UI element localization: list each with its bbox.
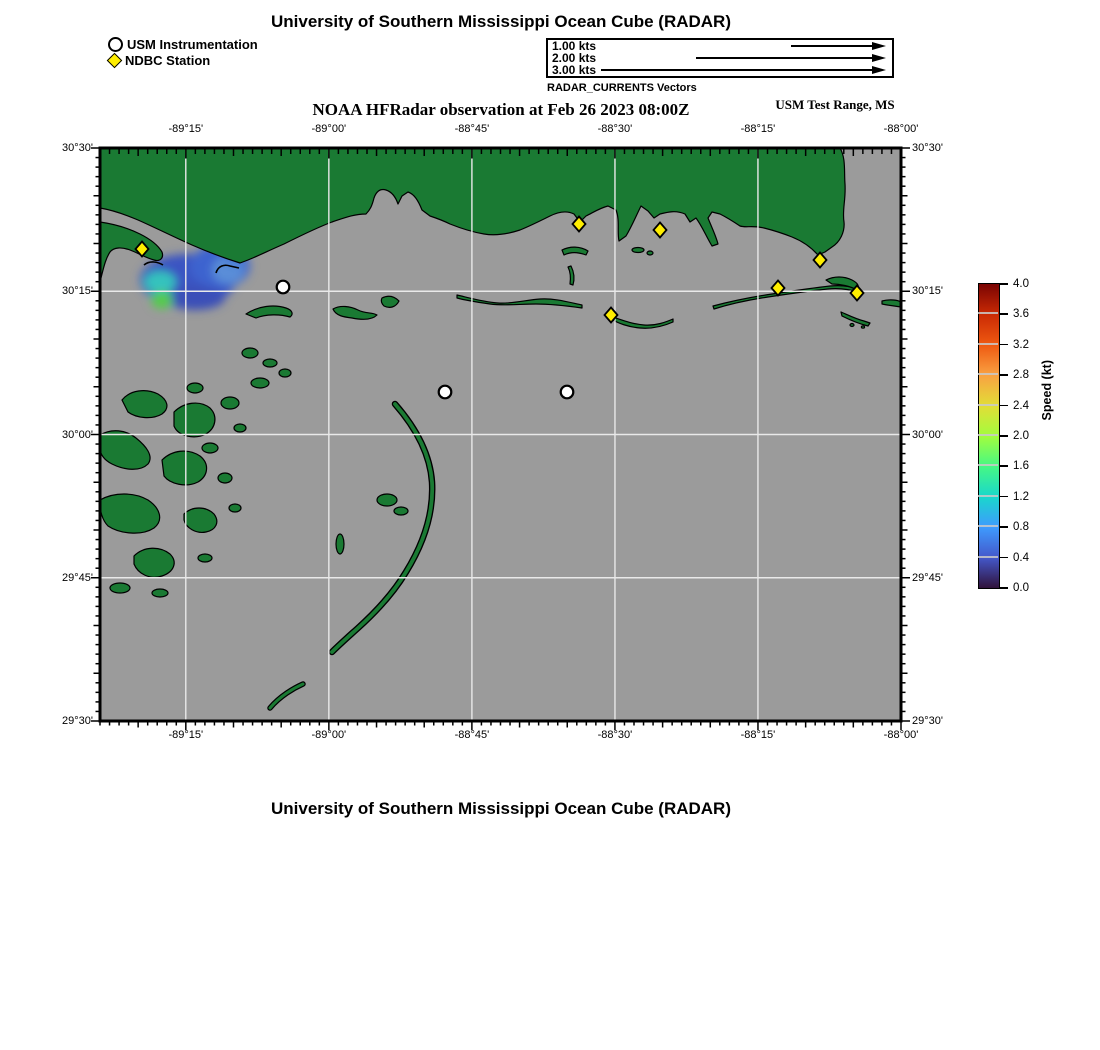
legend-row-usm — [108, 36, 258, 52]
test-range-label: USM Test Range, MS — [775, 97, 895, 112]
vector-scale-caption: RADAR_CURRENTS Vectors — [547, 82, 697, 94]
colorbar-gridline — [978, 343, 998, 345]
colorbar-gridline — [978, 495, 998, 497]
map-area — [100, 148, 901, 721]
axis-tick-label: -88°15' — [740, 123, 776, 135]
colorbar-gridline — [978, 404, 998, 406]
islet-dot — [861, 326, 864, 328]
marsh-dot — [110, 583, 130, 593]
vector-scale-arrow — [791, 42, 886, 50]
colorbar-tick — [1000, 344, 1008, 346]
vector-scale-row — [552, 64, 888, 76]
marsh-dot — [198, 554, 212, 562]
axis-tick-label: 29°45' — [912, 571, 943, 584]
marsh-blob — [174, 403, 215, 437]
colorbar-gridline — [978, 525, 998, 527]
marsh-dot — [229, 504, 241, 512]
axis-tick-label: -89°00' — [311, 729, 347, 741]
usm-instrument-marker — [277, 281, 290, 294]
legend-usm-label: USM Instrumentation — [127, 36, 258, 52]
colorbar-tick — [1000, 283, 1008, 285]
legend-ndbc-label: NDBC Station — [125, 52, 211, 68]
marsh-dot — [279, 369, 291, 377]
colorbar-tick-label: 2.0 — [1013, 430, 1029, 442]
vector-scale-box — [546, 38, 894, 78]
colorbar-gridline — [978, 556, 998, 558]
axis-tick-label: -89°15' — [168, 729, 204, 741]
colorbar-tick — [1000, 405, 1008, 407]
marsh-dot — [242, 348, 258, 358]
islet-dot — [647, 251, 653, 255]
colorbar — [978, 283, 1000, 589]
chandeleur-islet — [394, 507, 408, 515]
colorbar-tick-label: 3.2 — [1013, 338, 1029, 351]
axis-tick-label: 30°30' — [62, 142, 93, 154]
colorbar-gridline — [978, 434, 998, 436]
chandeleur-islet — [377, 494, 397, 506]
colorbar-tick — [1000, 496, 1008, 498]
observation-subtitle: NOAA HFRadar observation at Feb 26 2023 08:00Z — [312, 100, 690, 119]
arrowhead-icon — [872, 54, 886, 62]
axis-tick-label: -88°45' — [454, 123, 490, 135]
marsh-dot — [251, 378, 269, 388]
marsh-dot — [152, 589, 168, 597]
axis-tick-label: -88°00' — [883, 729, 919, 741]
axis-tick-label: 30°30' — [912, 142, 943, 154]
colorbar-gridline — [978, 373, 998, 375]
colorbar-tick — [1000, 587, 1008, 589]
usm-instrument-marker — [439, 386, 452, 399]
axis-tick-label: 29°30' — [62, 715, 93, 727]
axis-tick-label: 30°15' — [912, 285, 943, 298]
marsh-blob — [134, 548, 174, 577]
legend-row-ndbc — [108, 52, 258, 68]
axis-tick-label: -89°00' — [311, 123, 347, 135]
colorbar-gridline — [978, 464, 998, 466]
arrowhead-icon — [872, 42, 886, 50]
marsh-dot — [187, 383, 203, 393]
colorbar-tick-label: 0.8 — [1013, 521, 1029, 534]
colorbar-tick — [1000, 465, 1008, 467]
chandeleur-islet — [336, 534, 344, 554]
axis-tick-label: -89°15' — [168, 123, 204, 135]
marsh-dot — [263, 359, 277, 367]
colorbar-tick-label: 1.2 — [1013, 490, 1029, 503]
colorbar-tick-label: 0.4 — [1013, 551, 1029, 564]
axis-tick-label: -88°00' — [883, 123, 919, 135]
colorbar-tick-label: 3.6 — [1013, 308, 1029, 321]
colorbar-tick-label: 1.6 — [1013, 460, 1029, 473]
vector-scale-row — [552, 52, 888, 64]
page-title: University of Southern Mississippi Ocean Cube (RADAR) — [270, 12, 731, 31]
vector-scale-row — [552, 40, 888, 52]
colorbar-tick-label: 2.8 — [1013, 369, 1029, 382]
colorbar-title: Speed (kt) — [1040, 360, 1054, 421]
colorbar-tick — [1000, 526, 1008, 528]
islet-dot — [850, 324, 854, 327]
footer-title: University of Southern Mississippi Ocean Cube (RADAR) — [270, 799, 731, 818]
colorbar-tick — [1000, 435, 1008, 437]
colorbar-tick-label: 4.0 — [1013, 278, 1029, 290]
map-canvas — [100, 148, 901, 721]
vector-scale-label: 2.00 kts — [552, 50, 597, 65]
colorbar-gridline — [978, 312, 998, 314]
current-speed-patch — [165, 286, 225, 310]
axis-tick-label: 30°00' — [62, 428, 93, 441]
axis-tick-label: -88°30' — [597, 123, 633, 135]
colorbar-tick-label: 2.4 — [1013, 399, 1029, 412]
axis-tick-label: -88°45' — [454, 729, 490, 741]
islet-dot — [632, 248, 644, 253]
vector-scale-arrow — [601, 66, 886, 74]
marsh-dot — [202, 443, 218, 453]
vector-scale-arrow — [696, 54, 886, 62]
usm-instrument-marker — [561, 386, 574, 399]
colorbar-tick — [1000, 374, 1008, 376]
axis-tick-label: 30°00' — [912, 428, 943, 441]
symbol-legend — [108, 36, 258, 68]
axis-tick-label: 29°45' — [62, 571, 93, 584]
axis-tick-label: -88°15' — [740, 729, 776, 741]
colorbar-tick — [1000, 557, 1008, 559]
marsh-dot — [234, 424, 246, 432]
marsh-dot — [221, 397, 239, 409]
axis-tick-label: -88°30' — [597, 729, 633, 741]
current-speed-patch — [151, 291, 173, 309]
usm-circle-icon — [108, 37, 123, 52]
marsh-dot — [218, 473, 232, 483]
ndbc-diamond-icon — [107, 52, 123, 68]
colorbar-tick-label: 0.0 — [1013, 582, 1029, 594]
arrowhead-icon — [872, 66, 886, 74]
vector-scale-label: 3.00 kts — [552, 62, 597, 77]
axis-tick-label: 29°30' — [912, 715, 943, 727]
marsh-blob — [162, 451, 207, 485]
current-speed-patch — [144, 271, 176, 293]
colorbar-tick — [1000, 313, 1008, 315]
axis-tick-label: 30°15' — [62, 285, 93, 298]
vector-scale-label: 1.00 kts — [552, 38, 597, 53]
